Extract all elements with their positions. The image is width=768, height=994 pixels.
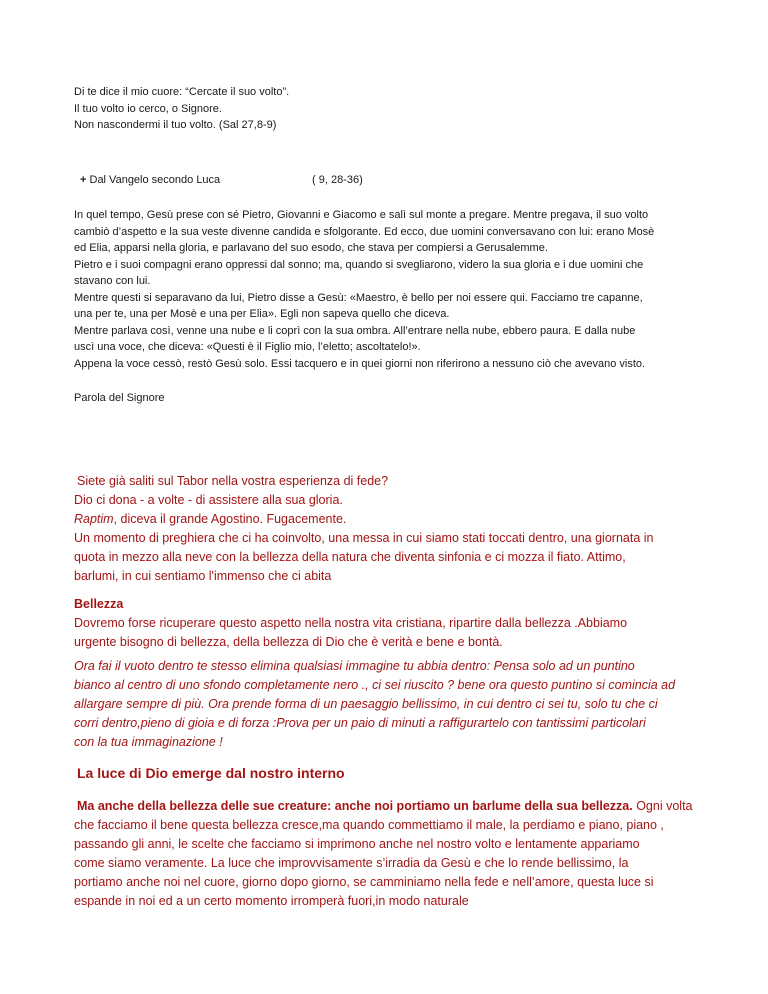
gospel-text: [74, 207, 704, 372]
light-line: come siamo veramente. La luce che improvvisamente s’irradia da Gesù e che lo rende bellissimo, la: [74, 856, 629, 870]
reflection-line: Un momento di preghiera che ci ha coinvolto, una messa in cui siamo stati toccati dentro, una giornata in: [74, 531, 654, 545]
beauty-heading: Bellezza: [74, 597, 124, 611]
gospel-title: Dal Vangelo secondo Luca: [89, 174, 221, 186]
psalm-line: Non nascondermi il tuo volto. (Sal 27,8-9): [74, 119, 277, 131]
reflection-line: Dio ci dona - a volte - di assistere alla sua gloria.: [74, 493, 343, 507]
meditation-line: Ora fai il vuoto dentro te stesso elimina qualsiasi immagine tu abbia dentro: Pensa solo ad un puntino: [74, 659, 635, 673]
reflection-paragraph: [74, 472, 704, 586]
gospel-reference: ( 9, 28-36): [312, 174, 363, 186]
psalm-verse: [74, 84, 704, 134]
psalm-line: Il tuo volto io cerco, o Signore.: [74, 102, 222, 115]
beauty-line: urgente bisogno di bellezza, della bellezza di Dio che è verità e bene e bontà.: [74, 635, 503, 649]
light-paragraph: [74, 797, 704, 911]
light-line: [74, 797, 704, 816]
psalm-line: Di te dice il mio cuore: “Cercate il suo volto”.: [74, 86, 290, 98]
reflection-line: barlumi, in cui sentiamo l'immenso che ci abita: [74, 569, 332, 583]
gospel-closing: Parola del Signore: [74, 392, 165, 404]
gospel-line: Mentre questi si separavano da lui, Pietro disse a Gesù: «Maestro, è bello per noi essere qui. Facciamo tre capanne,: [74, 291, 643, 304]
gospel-line: uscì una voce, che diceva: «Questi è il Figlio mio, l’eletto; ascoltatelo!».: [74, 341, 421, 353]
gospel-line: In quel tempo, Gesù prese con sé Pietro, Giovanni e Giacomo e salì sul monte a pregare. Mentre pregava, il suo volto: [74, 209, 649, 221]
reflection-line: quota in mezzo alla neve con la bellezza della natura che diventa sinfonia e ci mozza il fiato. Attimo,: [74, 550, 626, 564]
raptim-rest: , diceva il grande Agostino. Fugacemente.: [113, 512, 347, 526]
light-lead-bold: Ma anche della bellezza delle sue creature: anche noi portiamo un barlume della sua bellezza.: [77, 799, 633, 813]
meditation-line: allargare sempre di più. Ora prende forma di un paesaggio bellissimo, in cui dentro ci sei tu, solo tu che ci: [74, 697, 658, 711]
gospel-heading: [80, 174, 363, 186]
cross-mark: +: [80, 174, 87, 186]
light-lead-rest: Ogni volta: [632, 799, 693, 813]
meditation-paragraph: [74, 657, 704, 752]
gospel-line: ed Elia, apparsi nella gloria, e parlavano del suo esodo, che stava per compiersi a Gerusalemme.: [74, 242, 548, 254]
gospel-line: stavano con lui.: [74, 275, 151, 287]
light-line: che facciamo il bene questa bellezza cresce,ma quando commettiamo il male, la perdiamo e piano, piano ,: [74, 818, 664, 832]
light-line: portiamo anche noi nel cuore, giorno dopo giorno, se camminiamo nella fede e nell’amore, questa luce si: [74, 875, 654, 889]
gospel-line: una per te, una per Mosè e una per Elia». Egli non sapeva quello che diceva.: [74, 308, 450, 320]
beauty-line: Dovremo forse ricuperare questo aspetto nella nostra vita cristiana, ripartire dalla bellezza .Abbiamo: [74, 616, 628, 630]
gospel-line: cambiò d’aspetto e la sua veste divenne candida e sfolgorante. Ed ecco, due uomini conversavano con lui: erano Mosè: [74, 225, 655, 238]
gospel-line: Pietro e i suoi compagni erano oppressi dal sonno; ma, quando si svegliarono, videro la sua gloria e i due uomini che: [74, 258, 644, 271]
beauty-section: [74, 595, 704, 652]
gospel-line: Mentre parlava così, venne una nube e li coprì con la sua ombra. All’entrare nella nube, ebbero paura. E dalla nube: [74, 324, 636, 337]
light-line: espande in noi ed a un certo momento irromperà fuori,in modo naturale: [74, 894, 469, 908]
light-heading: La luce di Dio emerge dal nostro interno: [77, 765, 345, 781]
light-line: passando gli anni, le scelte che facciamo si imprimono anche nel nostro volto e lentamente appariamo: [74, 837, 640, 851]
reflection-line: [74, 510, 704, 529]
meditation-line: corri dentro,pieno di gioia e di forza :Prova per un paio di minuti a raffigurartelo con tantissimi particolari: [74, 716, 646, 730]
raptim-word: Raptim: [74, 512, 114, 526]
gospel-line: Appena la voce cessò, restò Gesù solo. Essi tacquero e in quei giorni non riferirono a nessuno ciò che avevano visto.: [74, 357, 646, 370]
reflection-line: Siete già saliti sul Tabor nella vostra esperienza di fede?: [77, 474, 389, 488]
meditation-line: con la tua immaginazione !: [74, 735, 223, 749]
meditation-line: bianco al centro di uno sfondo completamente nero ., ci sei riuscito ? bene ora questo puntino si comincia ad: [74, 678, 676, 692]
